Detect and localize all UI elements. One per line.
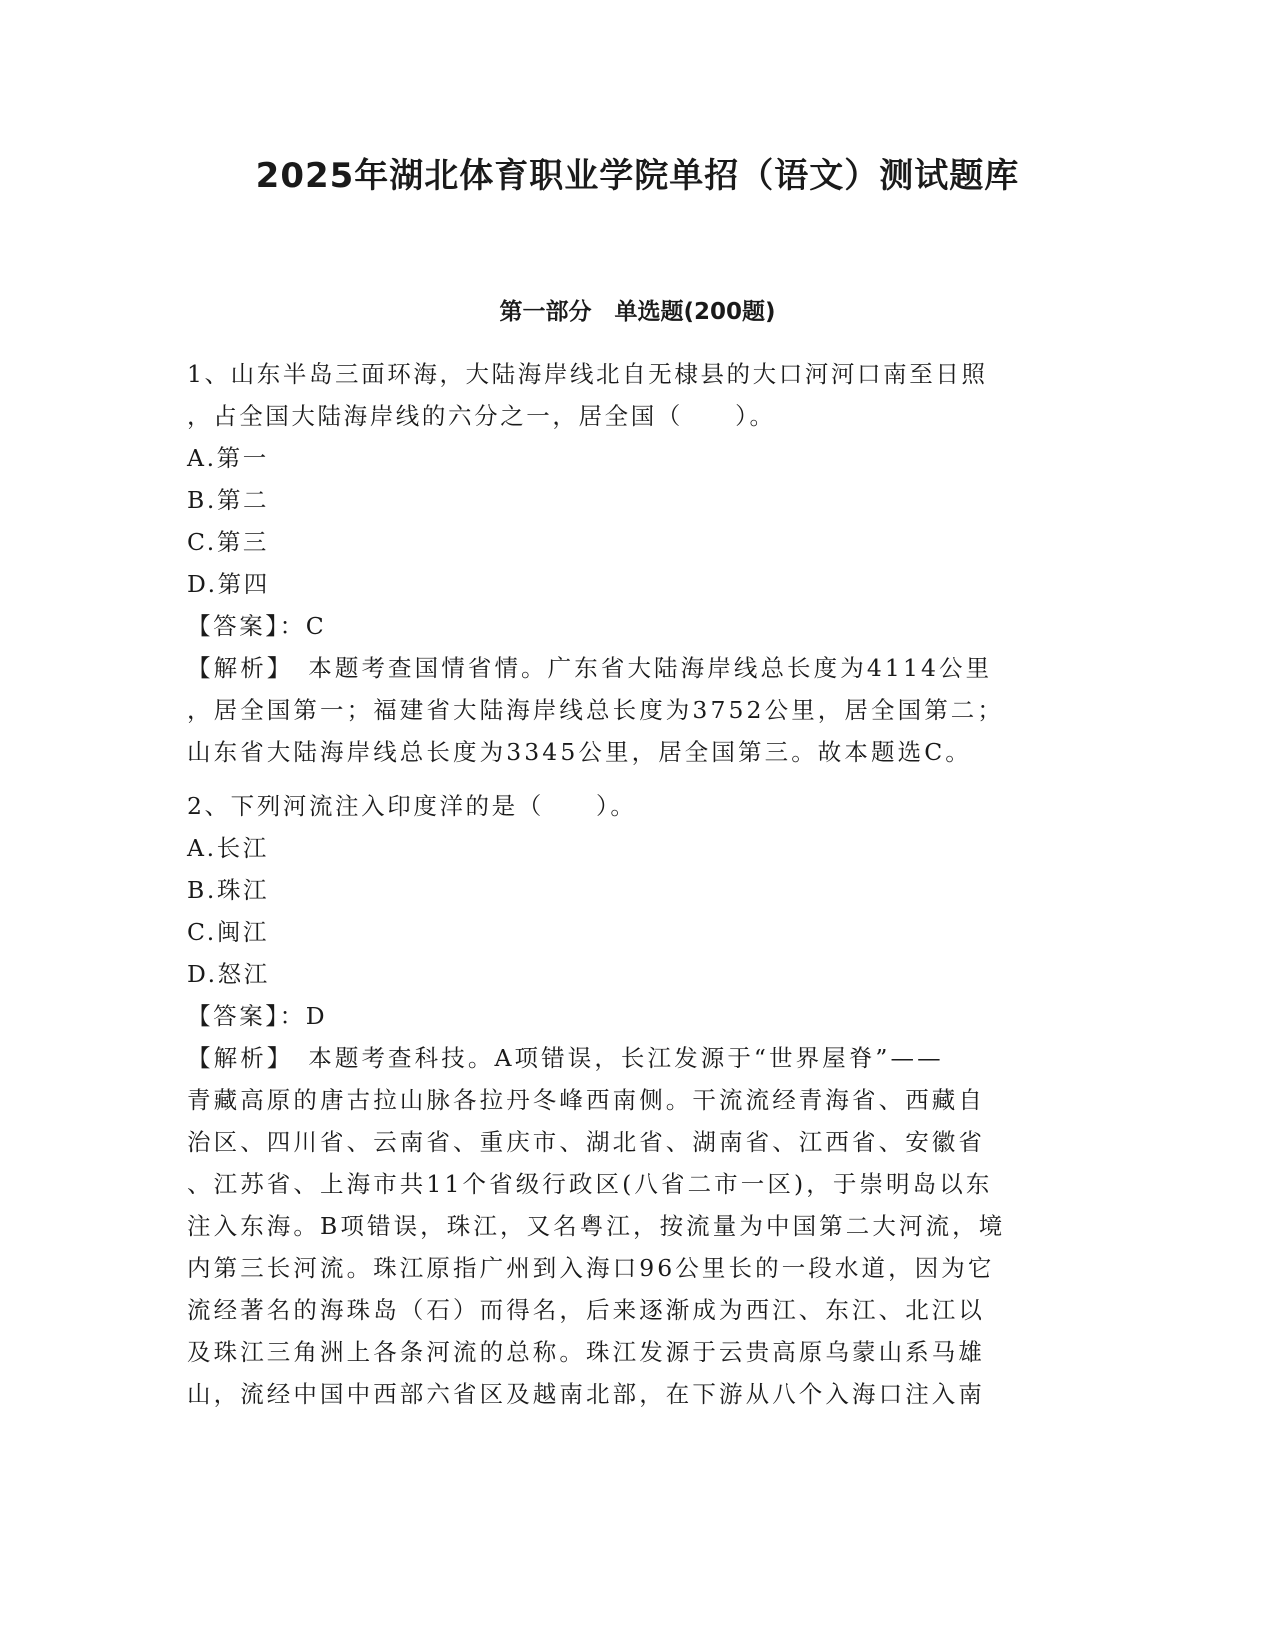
explanation-line: 及珠江三角洲上各条河流的总称。珠江发源于云贵高原乌蒙山系马雄	[187, 1338, 985, 1366]
option-a: A.长江	[187, 834, 269, 862]
section-title: 第一部分 单选题(200题)	[499, 299, 776, 325]
option-b: B.第二	[187, 486, 270, 514]
explanation-line: 注入东海。B项错误，珠江，又名粤江，按流量为中国第二大河流，境	[187, 1212, 1006, 1240]
option-c: C.闽江	[187, 918, 270, 946]
explanation-line: 治区、四川省、云南省、重庆市、湖北省、湖南省、江西省、安徽省	[187, 1128, 985, 1156]
option-b: B.珠江	[187, 876, 270, 904]
question-2	[187, 785, 1087, 1415]
explanation-line: 【解析】 本题考查科技。A项错误，长江发源于“世界屋脊”——	[187, 1044, 944, 1072]
question-stem-line: 2、下列河流注入印度洋的是（ ）。	[187, 792, 637, 820]
question-stem-line: 1、山东半岛三面环海，大陆海岸线北自无棣县的大口河河口南至日照	[187, 360, 988, 388]
option-d: D.怒江	[187, 960, 270, 988]
answer-line: 【答案】：C	[187, 612, 327, 640]
option-c: C.第三	[187, 528, 270, 556]
explanation-line: 山，流经中国中西部六省区及越南北部，在下游从八个入海口注入南	[187, 1380, 985, 1408]
explanation-line: 山东省大陆海岸线总长度为3345公里，居全国第三。故本题选C。	[187, 738, 972, 766]
question-stem-line: ，占全国大陆海岸线的六分之一，居全国（ ）。	[187, 402, 776, 430]
question-list	[187, 353, 1087, 1415]
explanation-line: ，居全国第一；福建省大陆海岸线总长度为3752公里，居全国第二；	[187, 696, 1005, 724]
explanation-line: 【解析】 本题考查国情省情。广东省大陆海岸线总长度为4114公里	[187, 654, 993, 682]
explanation-line: 流经著名的海珠岛（石）而得名，后来逐渐成为西江、东江、北江以	[187, 1296, 985, 1324]
explanation-line: 、江苏省、上海市共11个省级行政区(八省二市一区)，于崇明岛以东	[187, 1170, 993, 1198]
explanation-line: 青藏高原的唐古拉山脉各拉丹冬峰西南侧。干流流经青海省、西藏自	[187, 1086, 985, 1114]
document-title: 2025年湖北体育职业学院单招（语文）测试题库	[255, 156, 1020, 196]
option-a: A.第一	[187, 444, 269, 472]
question-1	[187, 353, 1087, 773]
option-d: D.第四	[187, 570, 270, 598]
answer-line: 【答案】：D	[187, 1002, 328, 1030]
explanation-line: 内第三长河流。珠江原指广州到入海口96公里长的一段水道，因为它	[187, 1254, 995, 1282]
